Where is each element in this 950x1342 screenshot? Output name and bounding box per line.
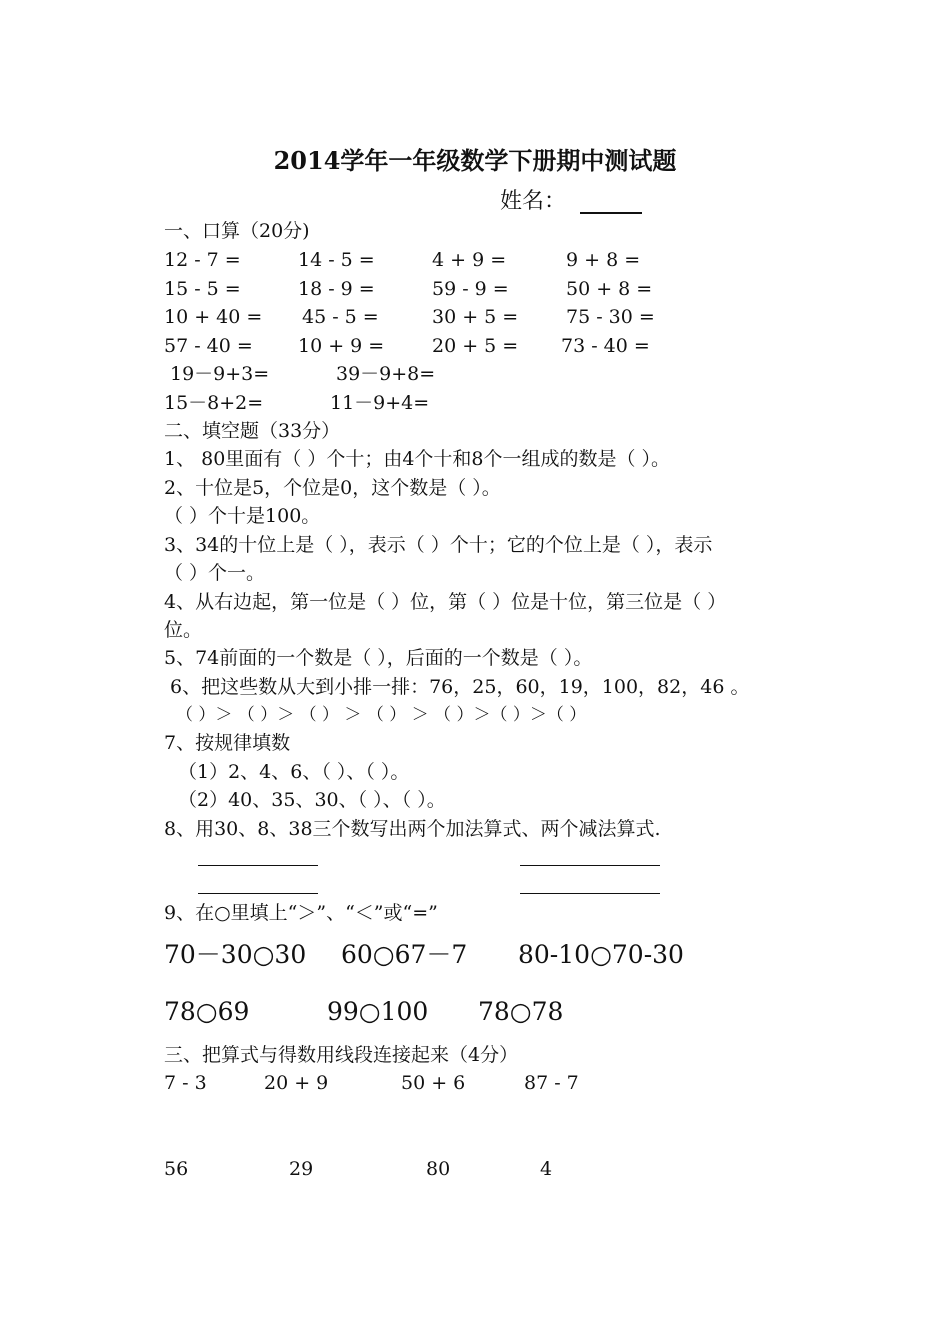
- result-item: 56: [164, 1158, 189, 1180]
- name-blank-line: [580, 212, 642, 214]
- compare-item: 99○100: [327, 997, 429, 1026]
- calc-item: 11－9+4=: [330, 392, 430, 414]
- compare-item: 60○67－7: [341, 940, 468, 969]
- compare-item: 70－30○30: [164, 940, 307, 969]
- answer-line: [520, 865, 660, 866]
- question-3: 3、34的十位上是（ ），表示（ ）个十；它的个位上是（ ），表示: [164, 534, 713, 556]
- question-2-continued: （ ）个十是100。: [164, 505, 321, 527]
- calc-item: 73 - 40 =: [561, 335, 650, 357]
- question-6: 6、把这些数从大到小排一排：76，25，60，19，100，82，46 。: [170, 676, 750, 698]
- calc-item: 50 + 8 =: [566, 278, 653, 300]
- question-7-part-2: （2）40、35、30、（ ）、（ ）。: [178, 789, 446, 811]
- calc-item: 59 - 9 =: [432, 278, 509, 300]
- question-7-part-1: （1）2、4、6、（ ）、（ ）。: [178, 761, 410, 783]
- page-title: 2014学年一年级数学下册期中测试题: [273, 146, 677, 175]
- question-2: 2、十位是5，个位是0，这个数是（ ）。: [164, 477, 501, 499]
- calc-item: 45 - 5 =: [302, 306, 379, 328]
- section3-heading: 三、把算式与得数用线段连接起来（4分）: [164, 1044, 519, 1066]
- question-8: 8、用30、8、38三个数写出两个加法算式、两个减法算式.: [164, 818, 661, 840]
- result-item: 4: [540, 1158, 553, 1180]
- answer-line: [198, 893, 318, 894]
- calc-item: 15 - 5 =: [164, 278, 241, 300]
- calc-item: 75 - 30 =: [566, 306, 655, 328]
- calc-item: 15－8+2=: [164, 392, 264, 414]
- compare-item: 78○69: [164, 997, 250, 1026]
- calc-item: 10 + 40 =: [164, 306, 263, 328]
- name-label: 姓名：: [500, 189, 567, 214]
- calc-item: 10 + 9 =: [298, 335, 385, 357]
- expression-item: 50 + 6: [401, 1072, 466, 1094]
- calc-item: 4 + 9 =: [432, 249, 507, 271]
- calc-item: 12 - 7 =: [164, 249, 241, 271]
- question-4: 4、从右边起，第一位是（ ）位，第（ ）位是十位，第三位是（ ）: [164, 591, 727, 613]
- question-6-blanks: （ ）＞ （ ）＞ （ ） ＞ （ ） ＞ （ ）＞（ ）＞（ ）: [176, 705, 587, 725]
- answer-line: [198, 865, 318, 866]
- compare-item: 80-10○70-30: [518, 940, 684, 969]
- question-5: 5、74前面的一个数是（ ），后面的一个数是（ ）。: [164, 647, 593, 669]
- calc-item: 20 + 5 =: [432, 335, 519, 357]
- calc-item: 19－9+3=: [170, 363, 270, 385]
- result-item: 80: [426, 1158, 451, 1180]
- section1-heading: 一、口算（20分): [164, 220, 310, 242]
- question-1: 1、 80里面有（ ）个十；由4个十和8个一组成的数是（ ）。: [164, 448, 671, 470]
- question-9: 9、在○里填上“＞”、“＜”或“=”: [164, 902, 438, 924]
- question-4-continued: 位。: [164, 619, 203, 641]
- answer-line: [520, 893, 660, 894]
- calc-item: 9 + 8 =: [566, 249, 641, 271]
- expression-item: 87 - 7: [524, 1072, 579, 1094]
- section2-heading: 二、填空题（33分）: [164, 420, 341, 442]
- question-7: 7、按规律填数: [164, 732, 291, 754]
- expression-item: 20 + 9: [264, 1072, 329, 1094]
- calc-item: 57 - 40 =: [164, 335, 253, 357]
- expression-item: 7 - 3: [164, 1072, 207, 1094]
- calc-item: 39－9+8=: [336, 363, 436, 385]
- calc-item: 30 + 5 =: [432, 306, 519, 328]
- question-3-continued: （ ）个一。: [164, 562, 266, 584]
- result-item: 29: [289, 1158, 314, 1180]
- calc-item: 14 - 5 =: [298, 249, 375, 271]
- compare-item: 78○78: [478, 997, 564, 1026]
- calc-item: 18 - 9 =: [298, 278, 375, 300]
